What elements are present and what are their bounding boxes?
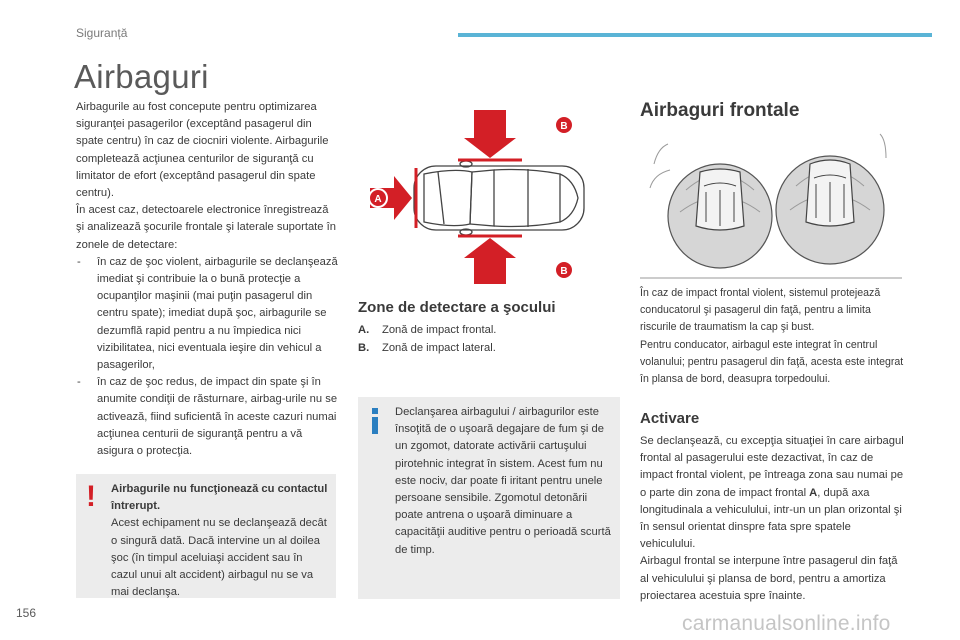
driver-airbag [668,164,772,268]
zones-list [358,321,618,357]
activation-title: Activare [640,410,700,427]
header-rule [458,33,932,37]
intro-paragraph: Airbagurile au fost concepute pentru optimizarea siguranţei pasagerilor (exceptând pasagerul din spate centru) în caz de ciocniri violente. Airbagurile completează acţiunea centurilor de siguranţă cu limitator de efort (exceptând pasagerul din spate centru). [76,101,329,200]
page-title: Airbaguri [74,58,209,95]
svg-text:B: B [560,121,568,132]
list-item: - în caz de şoc redus, de impact din spate şi în anumite condiţii de răsturnare, airbag-urile nu se activează, fiind suficientă în aceste cazuri numai acţiunea centurii de siguranţă pentru a vă asigura o protecţia. [76,374,338,460]
info-text: Declanşarea airbagului / airbagurilor este însoţită de o uşoară degajare de fum şi de un zgomot, datorate activării cartuşului pirotehnic integrat în sistem. Acest fum nu este nociv, dar poate fi iritant pentru unele persoane sensibile. Zgomotul detonării poate antrena o uşoară diminuare a capacităţii auditive pentru o perioadă scurtă de timp. [395,406,611,556]
activation-paragraph: Airbagul frontal se interpune între pasagerul din faţă al vehiculului şi plansa de bord, pentru a amortiza proiectarea acestuia spre înainte. [640,555,898,602]
car-illustration [414,161,584,235]
activation-paragraph [640,433,906,553]
activation-text [640,433,906,605]
zone-reference: A [809,486,818,499]
info-box [358,397,620,599]
watermark: carmanualsonline.info [682,612,891,635]
frontal-title: Airbaguri frontale [640,100,800,121]
svg-text:A: A [374,194,382,205]
zone-key: A. [358,324,370,336]
activation-text-part: , după axa longitudinala a vehiculului, intr-un un plan orizontal şi în sensul orientat dinspre fata spre spatele vehiculului. [640,486,902,551]
header-section-label: Siguranță [76,26,128,40]
zone-text: Zonă de impact lateral. [382,342,496,354]
warning-text: Acest echipament nu se declanşează decât o singură dată. Dacă intervine un al doilea şoc (în timpul aceluiaşi accident sau în cazul unui alt accident) airbagul nu se va mai declanşa. [111,517,327,599]
svg-text:B: B [560,266,568,277]
warning-box [76,474,336,598]
info-icon [367,408,383,434]
frontal-paragraph: În caz de impact frontal violent, sistemul protejează conducatorul şi pasagerul din faţă, pentru a limita riscurile de traumatism la cap şi bust. [640,287,881,334]
zone-label-b-bottom [555,261,573,279]
list-item: - în caz de şoc violent, airbagurile se declanşează imediat şi contribuie la o bună protecţie a ocupanţilor maşinii (mai puţin pasagerul din centru spate); imediat după şoc, airbagurile se dezumflă rapid pentru a nu împiedica nici vizibilitatea, nici eventuala ieşire din vehicul a pasagerilor, [76,254,338,374]
zones-title: Zone de detectare a şocului [358,299,556,316]
list-item [358,321,618,339]
zone-key: B. [358,342,370,354]
detection-zones-diagram [362,108,598,286]
intro-paragraph: În acest caz, detectoarele electronice înregistrează şi analizează şocurile frontale şi laterale suportate în zonele de detectare: [76,204,336,251]
page-number: 156 [16,606,37,620]
zone-text: Zonă de impact frontal. [382,324,497,336]
activation-text-part: Se declanşează, cu excepţia situaţiei în care airbagul frontal al pasagerului este dezactivat, în caz de impact frontal violent, pe întreaga zona sau numai pe o parte din zona de impact frontal [640,435,904,499]
frontal-airbag-illustration [640,130,902,280]
intro-text [76,99,338,460]
passenger-airbag [776,156,884,264]
list-item [358,339,618,357]
warning-icon: ! [86,480,96,513]
zone-label-a [369,189,387,207]
frontal-text [640,285,906,388]
frontal-paragraph: Pentru conducator, airbagul este integrat în centrul volanului; pentru pasagerul din faţă, acesta este integrat în plansa de bord, deasupra torpedoului. [640,338,904,386]
zone-label-b-top [555,116,573,134]
warning-title: Airbagurile nu funcţionează cu contactul întrerupt. [111,483,328,513]
intro-list [76,254,338,460]
